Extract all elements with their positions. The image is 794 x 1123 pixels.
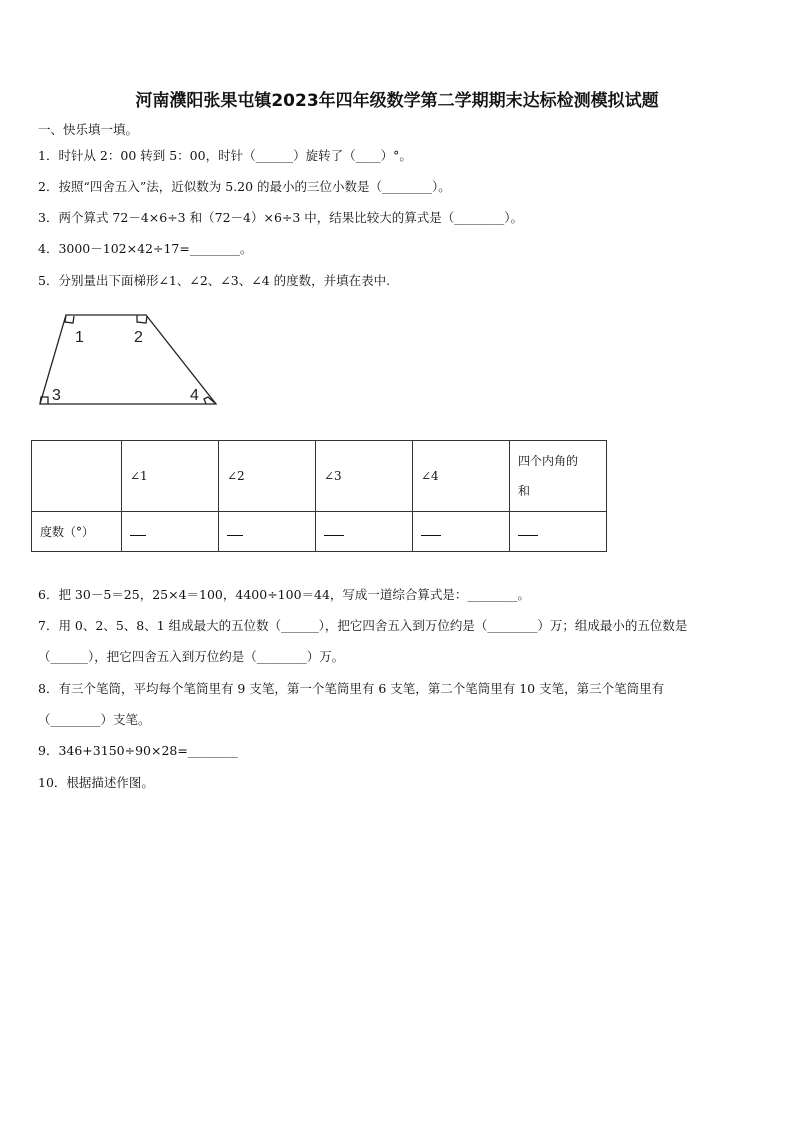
question-8-line1: 8．有三个笔筒，平均每个笔筒里有 9 支笔，第一个笔筒里有 6 支笔，第二个笔筒里有 10 支笔，第三个笔筒里有 [38, 681, 665, 696]
question-3: 3．两个算式 72－4×6÷3 和（72－4）×6÷3 中，结果比较大的算式是（________）。 [38, 210, 524, 225]
question-1: 1．时针从 2：00 转到 5：00，时针（______）旋转了（____）°。 [38, 148, 412, 163]
table-header-angle3: ∠3 [316, 441, 413, 512]
question-10: 10．根据描述作图。 [38, 775, 154, 790]
table-header-empty [32, 441, 122, 512]
question-5: 5．分别量出下面梯形∠1、∠2、∠3、∠4 的度数，并填在表中. [38, 273, 391, 288]
question-6: 6．把 30－5＝25，25×4＝100，4400÷100＝44，写成一道综合算式是：________。 [38, 587, 530, 602]
angle-label-1: 1 [75, 329, 84, 346]
angle-label-2: 2 [134, 329, 143, 346]
section-heading: 一、快乐填一填。 [38, 122, 139, 137]
question-2: 2．按照“四舍五入”法，近似数为 5.20 的最小的三位小数是（________）。 [38, 179, 451, 194]
question-8-line2: （________）支笔。 [38, 712, 151, 727]
table-header-angle1: ∠1 [122, 441, 219, 512]
answer-blank-angle2[interactable] [219, 512, 316, 552]
question-4: 4．3000－102×42÷17=________。 [38, 241, 253, 256]
question-7-line2: （______），把它四舍五入到万位约是（________）万。 [38, 649, 345, 664]
answer-blank-angle4[interactable] [413, 512, 510, 552]
answer-blank-sum[interactable] [510, 512, 607, 552]
answer-blank-angle1[interactable] [122, 512, 219, 552]
table-header-sum [510, 441, 607, 512]
angle-label-3: 3 [52, 387, 61, 404]
question-7-line1: 7．用 0、2、5、8、1 组成最大的五位数（______），把它四舍五入到万位约是（________）万；组成最小的五位数是 [38, 618, 688, 633]
angle-label-4: 4 [190, 387, 199, 404]
table-header-angle4: ∠4 [413, 441, 510, 512]
answer-blank-angle3[interactable] [316, 512, 413, 552]
angle-table [31, 440, 607, 552]
trapezoid-figure [36, 308, 226, 412]
sum-header-line2: 和 [518, 484, 531, 498]
table-row-label: 度数（°） [32, 512, 122, 552]
page-title: 河南濮阳张果屯镇2023年四年级数学第二学期期末达标检测模拟试题 [135, 91, 659, 111]
table-header-angle2: ∠2 [219, 441, 316, 512]
sum-header-line1: 四个内角的 [518, 454, 579, 468]
question-9: 9．346+3150÷90×28=________ [38, 743, 238, 758]
